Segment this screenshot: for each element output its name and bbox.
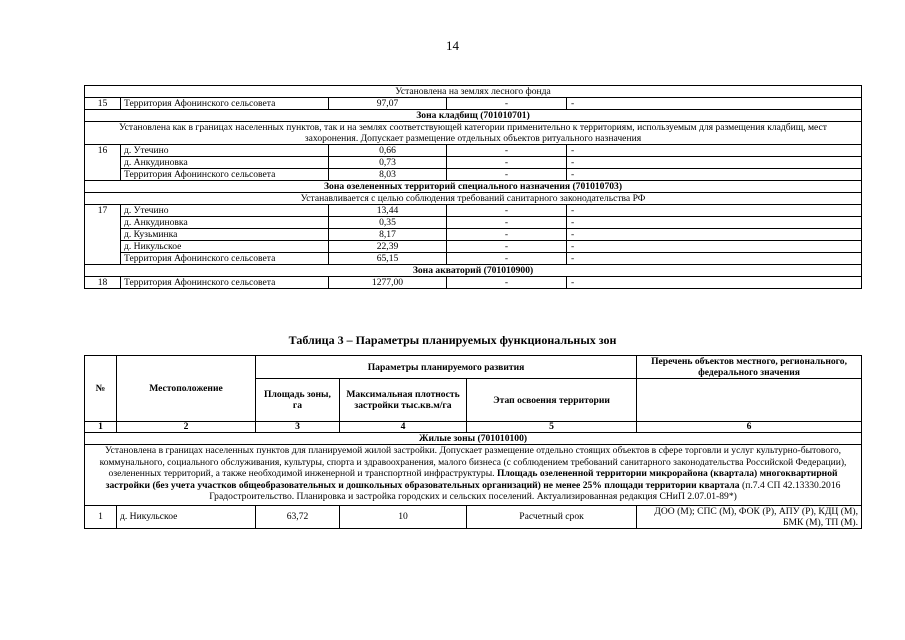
table-row	[85, 122, 862, 145]
value-cell: -	[567, 157, 862, 169]
value-cell: 1277,00	[329, 277, 447, 289]
location-cell: д. Утечино	[121, 205, 329, 217]
value-cell: -	[567, 205, 862, 217]
value-cell: 13,44	[329, 205, 447, 217]
table-row	[85, 253, 862, 265]
location-cell: Территория Афонинского сельсовета	[121, 169, 329, 181]
column-number: 2	[117, 422, 256, 433]
value-cell: 97,07	[329, 98, 447, 110]
value-cell: -	[447, 98, 567, 110]
value-cell: -	[567, 169, 862, 181]
forest-land-note: Установлена на землях лесного фонда	[85, 86, 862, 98]
table-row	[85, 145, 862, 157]
value-cell: -	[447, 229, 567, 241]
location-cell: Территория Афонинского сельсовета	[121, 253, 329, 265]
table-row	[85, 98, 862, 110]
column-number: 5	[467, 422, 637, 433]
value-cell: -	[567, 253, 862, 265]
value-cell: 0,73	[329, 157, 447, 169]
value-cell: 8,03	[329, 169, 447, 181]
column-numbers-row	[85, 422, 862, 433]
table-row	[85, 277, 862, 289]
zone-description: Установлена как в границах населенных пунктов, так и на землях соответствующей категории применительно к территориям, используемым для размещения кладбищ, мест захоронения. Допускает размещение отдельных объектов ритуального назначения	[85, 122, 862, 145]
location-cell: д. Анкудиновка	[121, 157, 329, 169]
column-number: 6	[637, 422, 862, 433]
value-cell: -	[447, 277, 567, 289]
column-number: 4	[340, 422, 467, 433]
location-cell: Территория Афонинского сельсовета	[121, 277, 329, 289]
row-number: 1	[85, 505, 117, 528]
value-cell: -	[447, 217, 567, 229]
header-objects: Перечень объектов местного, регионального, федерального значения	[637, 356, 862, 379]
row-number: 15	[85, 98, 121, 110]
value-cell: -	[447, 169, 567, 181]
row-number: 16	[85, 145, 121, 181]
table-row	[85, 217, 862, 229]
zone-title: Зона акваторий (701010900)	[85, 265, 862, 277]
table-planned-zones	[84, 355, 862, 529]
value-cell: -	[567, 241, 862, 253]
table-row	[85, 241, 862, 253]
table-row	[85, 433, 862, 445]
header-location: Местоположение	[117, 356, 256, 422]
location-cell: д. Анкудиновка	[121, 217, 329, 229]
area-cell: 63,72	[256, 505, 340, 528]
table-row	[85, 110, 862, 122]
zone-description-bold: Площадь озелененной территории микрорайона (квартала) многоквартирной застройки (без учета участков общеобразовательных и дошкольных образовательных организаций) не менее 25% площади территории квартала	[105, 468, 838, 491]
value-cell: -	[447, 241, 567, 253]
header-density: Максимальная плотность застройки тыс.кв.м/га	[340, 379, 467, 422]
zone-description-text: Установлена в границах населенных пунктов для планируемой жилой застройки. Допускает размещение отдельно стоящих объектов в сфере торговли и услуг культурно-бытового, коммунального, социального обслуживания, культуры, спорта и здравоохранения, малого бизнеса (с соблюдением требований санитарного законодательства Российской Федерации), озелененных территорий, а также необходимой инженерной и транспортной инфраструктуры.	[99, 445, 847, 479]
value-cell: 22,39	[329, 241, 447, 253]
zone-title: Зона озелененных территорий специального назначения (701010703)	[85, 181, 862, 193]
table-row	[85, 205, 862, 217]
header-objects-empty	[637, 379, 862, 422]
table-row	[85, 445, 862, 506]
value-cell: -	[567, 277, 862, 289]
table-row	[85, 86, 862, 98]
location-cell: д. Утечино	[121, 145, 329, 157]
value-cell: 8,17	[329, 229, 447, 241]
column-number: 1	[85, 422, 117, 433]
table-row	[85, 193, 862, 205]
header-area: Площадь зоны, га	[256, 379, 340, 422]
zone-title: Зона кладбищ (701010701)	[85, 110, 862, 122]
value-cell: -	[447, 253, 567, 265]
zone-description	[85, 445, 862, 506]
location-cell: Территория Афонинского сельсовета	[121, 98, 329, 110]
header-params-group: Параметры планируемого развития	[256, 356, 637, 379]
value-cell: -	[447, 157, 567, 169]
table-row	[85, 229, 862, 241]
value-cell: -	[567, 98, 862, 110]
location-cell: д. Никульское	[117, 505, 256, 528]
row-number: 17	[85, 205, 121, 265]
objects-cell: ДОО (М); СПС (М), ФОК (Р), АПУ (Р), КДЦ (М), БМК (М), ТП (М).	[637, 505, 862, 528]
column-number: 3	[256, 422, 340, 433]
zone-title: Жилые зоны (701010100)	[85, 433, 862, 445]
density-cell: 10	[340, 505, 467, 528]
table-row	[85, 505, 862, 528]
value-cell: -	[567, 229, 862, 241]
value-cell: -	[447, 145, 567, 157]
table-zones-continued	[84, 85, 862, 289]
header-number: №	[85, 356, 117, 422]
value-cell: 0,35	[329, 217, 447, 229]
value-cell: 65,15	[329, 253, 447, 265]
zone-description-reference: (п.7.4 СП 42.13330.2016 Градостроительство. Планировка и застройка городских и сельских поселений. Актуализированная редакция СНиП 2.07.01-89*)	[209, 479, 841, 502]
table-header-row	[85, 356, 862, 379]
header-stage: Этап освоения территории	[467, 379, 637, 422]
row-number: 18	[85, 277, 121, 289]
value-cell: -	[567, 145, 862, 157]
table-caption: Таблица 3 – Параметры планируемых функциональных зон	[288, 333, 617, 347]
page-number: 14	[446, 38, 459, 53]
location-cell: д. Кузьминка	[121, 229, 329, 241]
table-row	[85, 181, 862, 193]
stage-cell: Расчетный срок	[467, 505, 637, 528]
value-cell: -	[567, 217, 862, 229]
location-cell: д. Никульское	[121, 241, 329, 253]
value-cell: 0,66	[329, 145, 447, 157]
table-row	[85, 169, 862, 181]
table-row	[85, 157, 862, 169]
table-row	[85, 265, 862, 277]
zone-description: Устанавливается с целью соблюдения требований санитарного законодательства РФ	[85, 193, 862, 205]
value-cell: -	[447, 205, 567, 217]
